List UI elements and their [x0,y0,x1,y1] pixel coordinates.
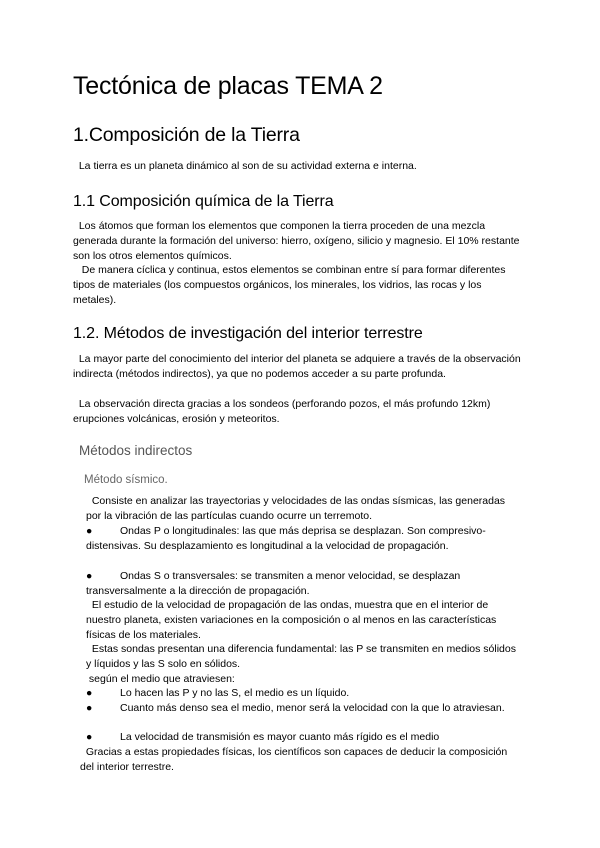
seismic-method-heading: Método sísmico. [84,474,168,486]
section-1-1-paragraph-1: Los átomos que forman los elementos que componen la tierra proceden de una mezcla generada durante la formación del universo: hierro, oxígeno, silicio y magnesio. El 10% restante son los otros elementos químicos. [73,220,523,263]
bullet-icon: ● [86,687,93,699]
section-1-2-paragraph-1: La mayor parte del conocimiento del interior del planeta se adquiere a través de la observación indirecta (métodos indirectos), ya que no podemos acceder a su parte profunda. [73,353,524,381]
section-1-2-paragraph-2: La observación directa gracias a los sondeos (perforando pozos, el más profundo 12km) erupciones volcánicas, erosión y meteoritos. [73,398,494,426]
seismic-study-paragraph: El estudio de la velocidad de propagación de las ondas, muestra que en el interior de nuestro planeta, existen variaciones en la composición o al menos en las características físicas de los materiales. [86,599,500,642]
seismic-intro: Consiste en analizar las trayectorias y velocidades de las ondas sísmicas, las generadas por la vibración de las partículas cuando ocurre un terremoto. [86,495,508,523]
section-1-2-heading: 1.2. Métodos de investigación del interior terrestre [73,325,423,342]
bullet-icon: ● [86,570,93,582]
list-item [86,686,522,701]
seismic-difference-paragraph: Estas sondas presentan una diferencia fundamental: las P se transmiten en medios sólidos y líquidos y las S solo en sólidos. [86,643,519,671]
section-1-1-heading: 1.1 Composición química de la Tierra [73,193,334,210]
section-1-intro: La tierra es un planeta dinámico al son de su actividad externa e interna. [73,160,417,172]
list-item [86,701,522,716]
document-title: Tectónica de placas TEMA 2 [73,72,383,100]
list-item-text: Lo hacen las P y no las S, el medio es un líquido. [120,687,350,699]
seismic-final-paragraph: Gracias a estas propiedades físicas, los científicos son capaces de deducir la composición del interior terrestre. [80,746,511,774]
bullet-icon: ● [86,731,93,743]
seismic-medium-paragraph: según el medio que atraviesen: [86,673,235,685]
section-1-1-paragraph-2: De manera cíclica y continua, estos elementos se combinan entre sí para formar diferentes tipos de materiales (los compuestos orgánicos, los minerales, los vidrios, las rocas y los metales). [73,264,509,307]
list-item-text: Ondas S o transversales: se transmiten a menor velocidad, se desplazan transversalmente a la dirección de propagación. [86,570,461,598]
list-item-text: La velocidad de transmisión es mayor cuanto más rígido es el medio [120,731,440,743]
bullet-icon: ● [86,525,93,537]
list-item-text: Cuanto más denso sea el medio, menor será la velocidad con la que lo atraviesan. [120,702,505,714]
bullet-icon: ● [86,702,93,714]
list-item [86,730,522,745]
section-1-heading: 1.Composición de la Tierra [73,124,300,146]
list-item-text: Ondas P o longitudinales: las que más deprisa se desplazan. Son compresivo-distensivas. Su desplazamiento es longitudinal a la velocidad de propagación. [86,525,486,553]
indirect-methods-heading: Métodos indirectos [79,443,193,458]
list-item [86,569,522,599]
list-item [86,524,522,554]
